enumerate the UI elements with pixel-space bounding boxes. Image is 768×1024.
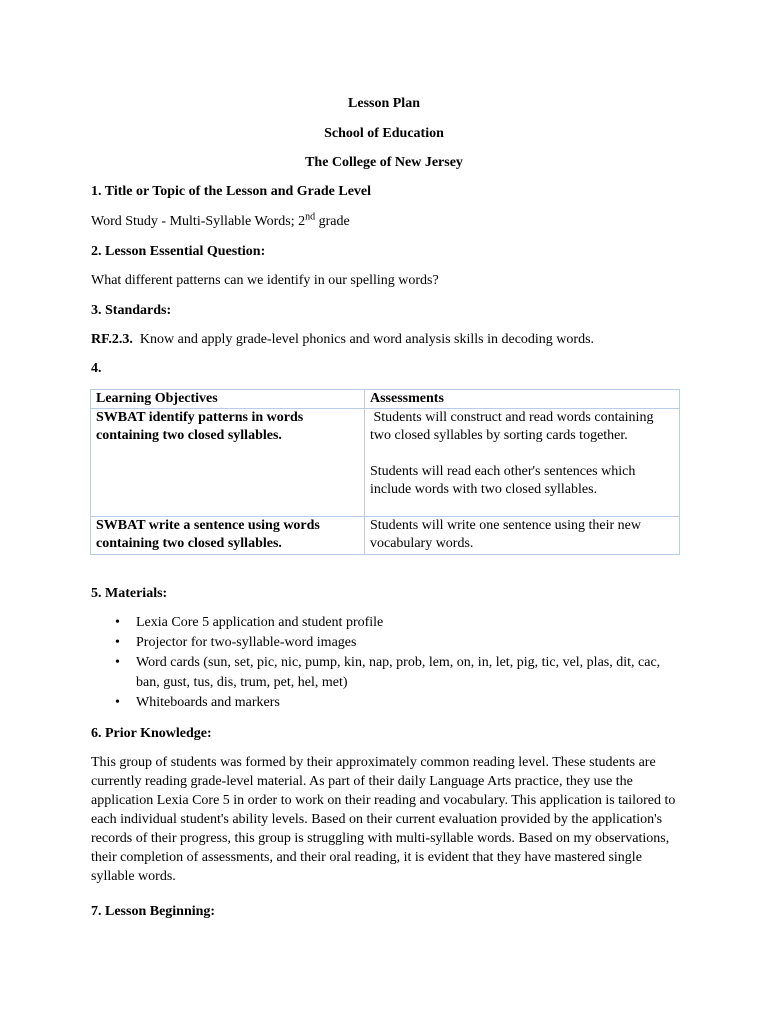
- list-item: [115, 633, 685, 653]
- objective-cell: SWBAT write a sentence using words containing two closed syllables.: [91, 517, 365, 555]
- section-1-text: [91, 212, 350, 231]
- objectives-table: [90, 389, 680, 555]
- assessment-text: Students will write one sentence using their new vocabulary words.: [370, 518, 641, 551]
- list-item: [115, 653, 685, 693]
- section-6-heading: 6. Prior Knowledge:: [91, 726, 212, 741]
- section-1-text-end: grade: [315, 214, 350, 229]
- assessment-text: Students will construct and read words containing two closed syllables by sorting cards together.: [370, 410, 657, 443]
- section-6-text: This group of students was formed by their approximately common reading level. These students are currently reading grade-level material. As part of their daily Language Arts practice, they use the application Lexia Core 5 in order to work on their reading and vocabulary. This application is tailored to each individual student's ability levels. Based on their current evaluation provided by the application's records of their progress, this group is struggling with multi-syllable words. Based on my observations, their completion of assessments, and their oral reading, it is evident that they have mastered single syllable words.: [91, 755, 676, 884]
- table-row: [91, 517, 680, 555]
- section-3-heading: 3. Standards:: [91, 303, 172, 318]
- list-item: [115, 693, 685, 713]
- materials-list: [115, 613, 685, 713]
- header-assessments: Assessments: [365, 390, 680, 409]
- standard-description: Know and apply grade-level phonics and word analysis skills in decoding words.: [132, 332, 595, 347]
- section-1-text-sup: nd: [305, 211, 316, 223]
- list-item-text: Lexia Core 5 application and student profile: [136, 615, 384, 630]
- bullet-icon: •: [115, 655, 120, 670]
- assessment-cell: [365, 409, 680, 517]
- bullet-icon: •: [115, 615, 120, 630]
- section-2-text: What different patterns can we identify in our spelling words?: [91, 273, 439, 288]
- section-5-heading: 5. Materials:: [91, 586, 168, 601]
- bullet-icon: •: [115, 635, 120, 650]
- list-item-text: Whiteboards and markers: [136, 695, 280, 710]
- standard-code: RF.2.3.: [91, 332, 133, 347]
- section-2-heading: 2. Lesson Essential Question:: [91, 244, 266, 259]
- header-learning-objectives: Learning Objectives: [91, 390, 365, 409]
- assessment-text: Students will read each other's sentences which include words with two closed syllables.: [370, 464, 636, 497]
- doc-college: The College of New Jersey: [305, 155, 463, 170]
- section-3-text: [91, 330, 594, 349]
- section-1-heading: 1. Title or Topic of the Lesson and Grade Level: [91, 184, 372, 199]
- list-item: [115, 613, 685, 633]
- section-7-heading: 7. Lesson Beginning:: [91, 904, 216, 919]
- list-item-text: Word cards (sun, set, pic, nic, pump, kin, nap, prob, lem, on, in, let, pig, tic, vel, plas, dit, cac, ban, gust, tus, dis, trum, pet, hel, met): [136, 655, 661, 690]
- section-4-heading: 4.: [91, 361, 102, 376]
- objective-cell: SWBAT identify patterns in words containing two closed syllables.: [91, 409, 365, 517]
- bullet-icon: •: [115, 695, 120, 710]
- table-header-row: [91, 390, 680, 409]
- section-1-text-main: Word Study - Multi-Syllable Words; 2: [91, 214, 306, 229]
- table-row: [91, 409, 680, 517]
- list-item-text: Projector for two-syllable-word images: [136, 635, 357, 650]
- doc-title: Lesson Plan: [348, 96, 420, 111]
- assessment-cell: [365, 517, 680, 555]
- doc-school: School of Education: [324, 126, 444, 141]
